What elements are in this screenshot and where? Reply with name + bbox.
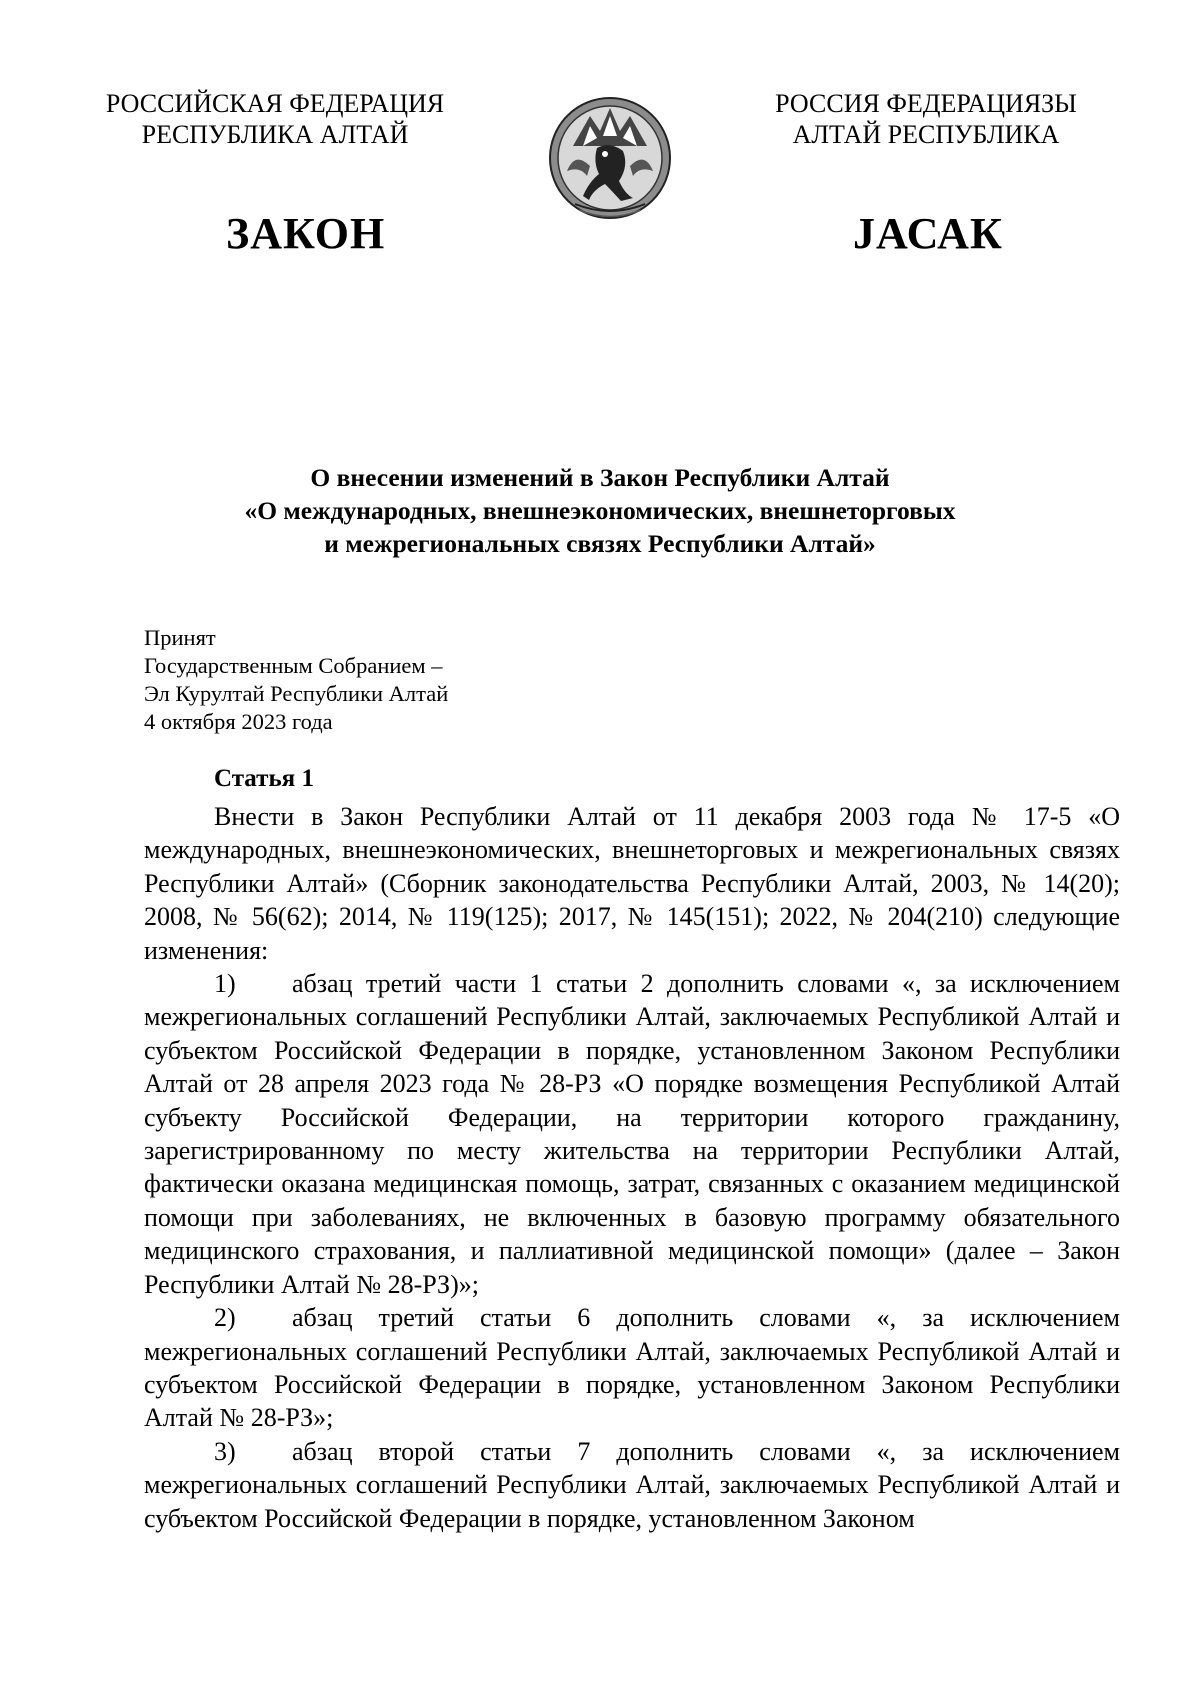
title-line2: «О международных, внешнеэкономических, внешнеторговых — [244, 496, 956, 525]
adopted-line2: Государственным Собранием – — [144, 653, 443, 678]
header-right-line2: АЛТАЙ РЕСПУБЛИКА — [792, 120, 1060, 149]
header-right-line1: РОССИЯ ФЕДЕРАЦИЯЗЫ — [775, 89, 1077, 118]
header-right — [736, 88, 1116, 150]
title-line3: и межрегиональных связях Республики Алтай» — [324, 529, 876, 558]
item-text: абзац второй статьи 7 дополнить словами «, за исключением межрегиональных соглашений Республики Алтай, заключаемых Республикой Алтай и субъектом Российской Федерации в порядке, установленном Законом — [144, 1436, 1120, 1533]
header-left — [85, 88, 465, 150]
title-line1: О внесении изменений в Закон Республики Алтай — [310, 463, 890, 492]
item-text: абзац третий статьи 6 дополнить словами «, за исключением межрегиональных соглашений Республики Алтай, заключаемых Республикой Алтай и субъектом Российской Федерации в порядке, установленном Законом Республики Алтай № 28-РЗ»; — [144, 1303, 1120, 1433]
item-number: 3) — [214, 1436, 236, 1466]
item-number: 1) — [214, 969, 236, 999]
adopted-date: 4 октября 2023 года — [144, 709, 333, 734]
article-intro: Внести в Закон Республики Алтай от 11 декабря 2003 года № 17-5 «О международных, внешнеэкономических, внешнеторговых и межрегиональных связях Республики Алтай» (Сборник законодательства Республики Алтай, 2003, № 14(20); 2008, № 56(62); 2014, № 119(125); 2017, № 145(151); 2022, № 204(210) следующие изменения: — [144, 802, 1120, 965]
header-left-line1: РОССИЙСКАЯ ФЕДЕРАЦИЯ — [105, 89, 445, 118]
document-title — [150, 461, 1050, 560]
adoption-block — [144, 624, 448, 736]
item-text: абзац третий части 1 статьи 2 дополнить словами «, за исключением межрегиональных соглашений Республики Алтай, заключаемых Республикой Алтай и субъектом Российской Федерации в порядке, установленном Законом Республики Алтай от 28 апреля 2023 года № 28-РЗ «О порядке возмещения Республикой Алтай субъекту Российской Федерации, на территории которого гражданину, зарегистрированному по месту жительства на территории Республики Алтай, фактически оказана медицинская помощь, затрат, связанных с оказанием медицинской помощи при заболеваниях, не включенных в базовую программу обязательного медицинского страхования, и паллиативной медицинской помощи» (далее – Закон Республики Алтай № 28-РЗ)»; — [144, 969, 1120, 1299]
header-left-line2: РЕСПУБЛИКА АЛТАЙ — [141, 120, 409, 149]
article-item — [144, 1435, 1120, 1535]
altai-republic-coat-of-arms-icon — [545, 86, 675, 231]
article-heading: Статья 1 — [214, 765, 314, 792]
article-item — [144, 1301, 1120, 1435]
item-number: 2) — [214, 1303, 236, 1333]
article-body — [144, 800, 1120, 1535]
adopted-line3: Эл Курултай Республики Алтай — [144, 681, 449, 706]
law-title-altai: ЈАСАК — [853, 209, 1003, 258]
adopted-line1: Принят — [144, 625, 216, 650]
law-title-russian: ЗАКОН — [226, 209, 386, 258]
article-item — [144, 967, 1120, 1301]
